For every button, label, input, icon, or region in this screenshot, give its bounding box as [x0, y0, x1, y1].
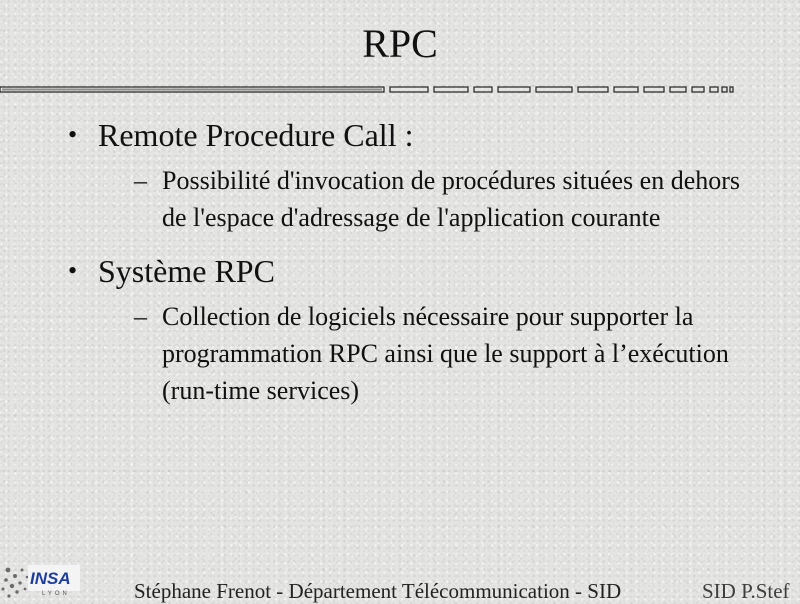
slide-content — [68, 114, 758, 423]
bullet-systeme-rpc: • Système RPC — [68, 250, 758, 292]
insa-lyon-logo — [0, 556, 82, 600]
logo-lyon-text: LYON — [42, 591, 70, 597]
sub-bullet-collection: – Collection de logiciels nécessaire pour supporter la programmation RPC ainsi que le support à l’exécution (run-time services) — [134, 298, 742, 409]
title-separator-rule — [0, 86, 800, 94]
sub-bullet-definition: – Possibilité d'invocation de procédures situées en dehors de l'espace d'adressage de l'application courante — [134, 162, 742, 236]
slide-title: RPC — [362, 21, 438, 66]
footer-overlapping-text: SID P.Stef — [702, 579, 790, 603]
footer-author: Stéphane Frenot - Département Télécommunication - SID — [134, 579, 622, 603]
bullet-remote-procedure-call: • Remote Procedure Call : — [68, 114, 758, 156]
logo-insa-text: INSA — [30, 569, 71, 588]
